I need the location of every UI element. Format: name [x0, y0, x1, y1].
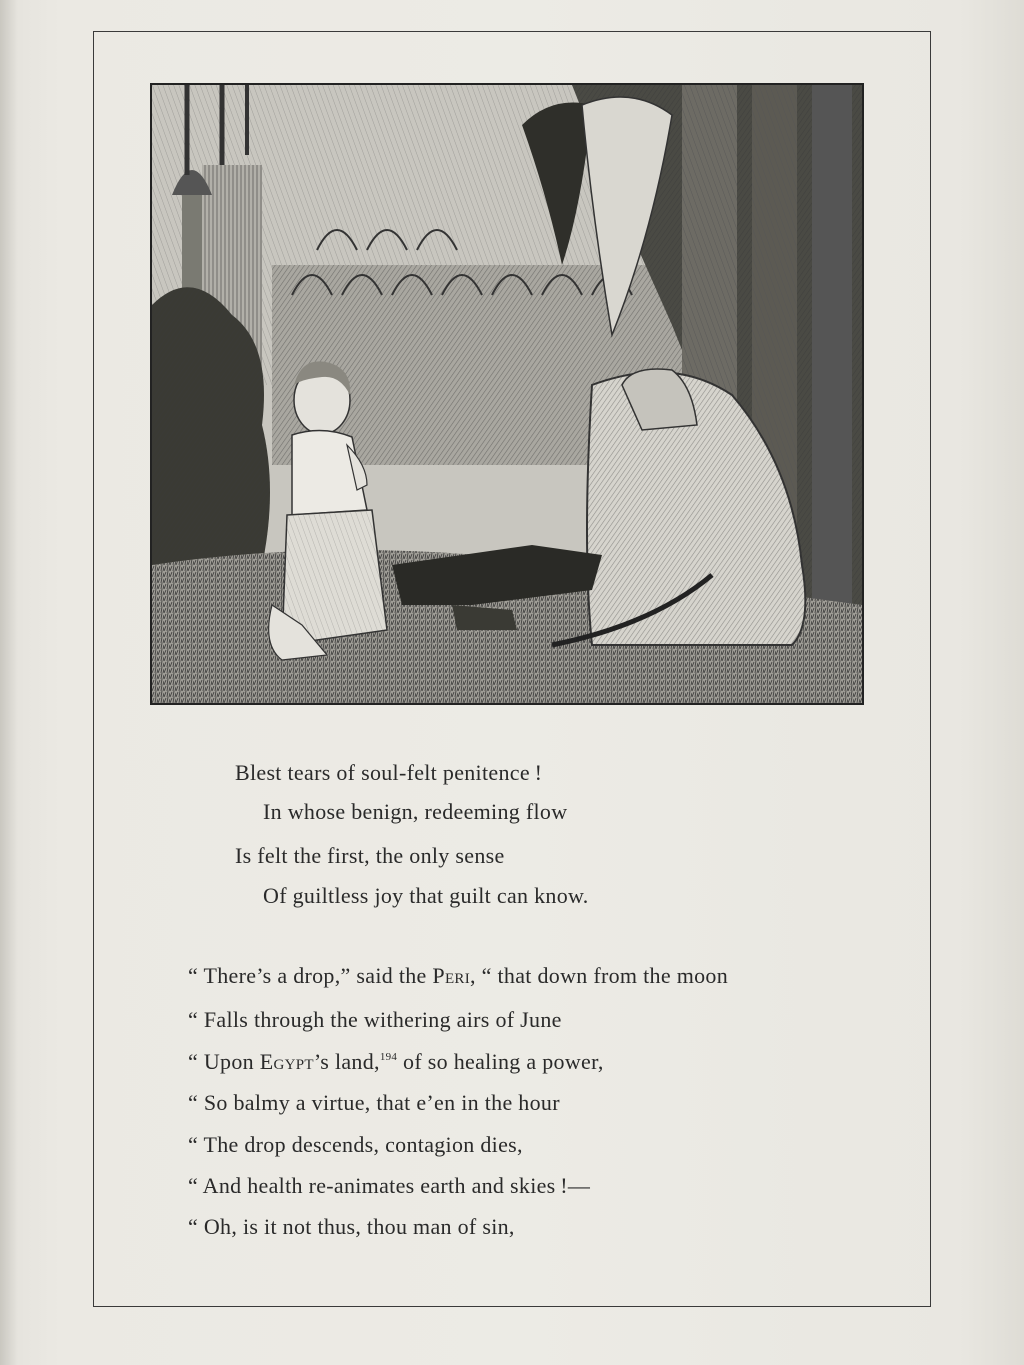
stanza2-line4: “ So balmy a virtue, that e’en in the hour [188, 1090, 560, 1115]
stanza2-line7: “ Oh, is it not thus, thou man of sin, [188, 1214, 515, 1239]
stanza2-line6: “ And health re-animates earth and skies !— [188, 1173, 591, 1198]
stanza1-line3: Is felt the first, the only sense [235, 843, 505, 868]
stanza2-line2: “ Falls through the withering airs of June [188, 1007, 562, 1032]
engraving-illustration [150, 83, 864, 705]
stanza2-line3 [188, 1049, 604, 1075]
stanza2-line1-a: “ There’s a drop,” said the [188, 963, 433, 988]
stanza1-line1: Blest tears of soul-felt penitence ! [235, 760, 543, 785]
stanza1-line2: In whose benign, redeeming flow [263, 799, 568, 824]
stanza2-line1 [188, 963, 728, 989]
footnote-ref: 194 [379, 1051, 398, 1063]
peri-name: Peri [432, 963, 471, 988]
stanza2-line5: “ The drop descends, contagion dies, [188, 1132, 523, 1157]
stanza2-line3-b: ’s land, [313, 1049, 380, 1074]
stanza2-line3-c: of so healing a power, [397, 1049, 604, 1074]
stanza1-line4: Of guiltless joy that guilt can know. [263, 883, 589, 908]
stanza2-line1-b: , “ that down from the moon [470, 963, 729, 988]
egypt-name: Egypt [259, 1049, 314, 1074]
stanza2-line3-a: “ Upon [188, 1049, 260, 1074]
